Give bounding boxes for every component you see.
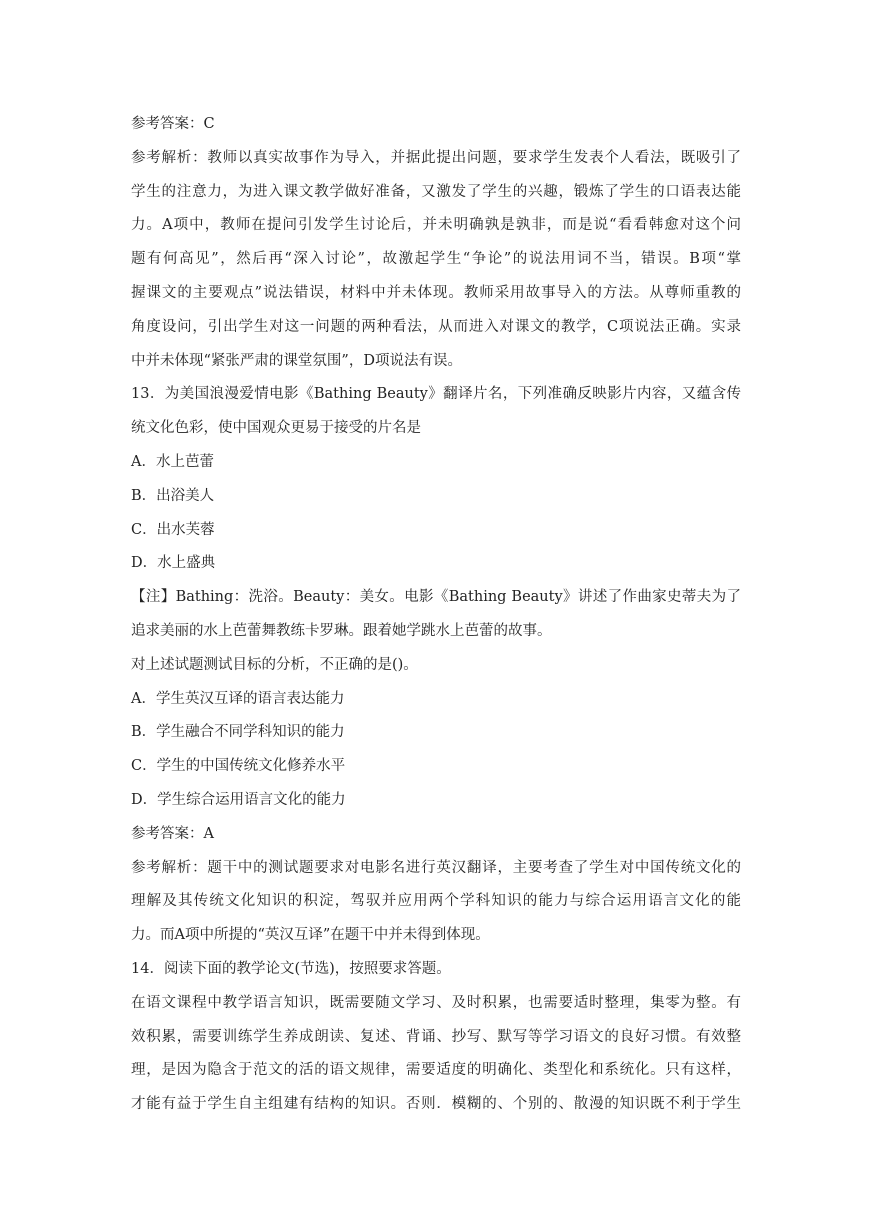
text-line: 力。而A项中所提的“英汉互译”在题干中并未得到体现。 bbox=[131, 927, 490, 944]
text-line: D．学生综合运用语言文化的能力 bbox=[131, 791, 346, 808]
text-line: 14．阅读下面的教学论文(节选)，按照要求答题。 bbox=[131, 960, 451, 977]
text-line: 题有何高见”，然后再“深入讨论”，故激起学生“争论”的说法用词不当，错误。B项“掌 bbox=[131, 251, 741, 268]
text-line: 追求美丽的水上芭蕾舞教练卡罗琳。跟着她学跳水上芭蕾的故事。 bbox=[131, 622, 552, 639]
text-line: 理，是因为隐含于范文的活的语文规律，需要适度的明确化、类型化和系统化。只有这样， bbox=[131, 1062, 741, 1079]
text-line: C．出水芙蓉 bbox=[131, 521, 215, 538]
text-line: 学生的注意力，为进入课文教学做好准备，又激发了学生的兴趣，锻炼了学生的口语表达能 bbox=[131, 183, 741, 200]
text-line: B．学生融合不同学科知识的能力 bbox=[131, 724, 345, 741]
text-line: 统文化色彩，使中国观众更易于接受的片名是 bbox=[131, 420, 421, 437]
text-line: 13．为美国浪漫爱情电影《Bathing Beauty》翻译片名，下列准确反映影片内容，又蕴含传 bbox=[131, 386, 741, 403]
text-line: A．水上芭蕾 bbox=[131, 453, 214, 470]
text-line: C．学生的中国传统文化修养水平 bbox=[131, 758, 346, 775]
text-line: 握课文的主要观点”说法错误，材料中并未体现。教师采用故事导入的方法。从尊师重教的 bbox=[131, 284, 741, 301]
text-line: 角度设问，引出学生对这一问题的两种看法，从而进入对课文的教学，C项说法正确。实录 bbox=[131, 318, 741, 335]
text-line: 理解及其传统文化知识的积淀，驾驭并应用两个学科知识的能力与综合运用语言文化的能 bbox=[131, 893, 741, 910]
text-line: 才能有益于学生自主组建有结构的知识。否则．模糊的、个别的、散漫的知识既不利于学生 bbox=[131, 1096, 741, 1113]
text-line: B．出浴美人 bbox=[131, 487, 215, 504]
text-line: 对上述试题测试目标的分析，不正确的是()。 bbox=[131, 656, 418, 673]
text-line: D．水上盛典 bbox=[131, 555, 216, 572]
text-line: 参考答案：C bbox=[131, 116, 215, 132]
text-line: 参考解析：教师以真实故事作为导入，并据此提出问题，要求学生发表个人看法，既吸引了 bbox=[131, 149, 741, 166]
text-line: 力。A项中，教师在提问引发学生讨论后，并未明确孰是孰非，而是说“看看韩愈对这个问 bbox=[131, 217, 741, 234]
text-line: 在语文课程中教学语言知识，既需要随文学习、及时积累，也需要适时整理，集零为整。有 bbox=[131, 994, 741, 1011]
text-line: 效积累，需要训练学生养成朗读、复述、背诵、抄写、默写等学习语文的良好习惯。有效整 bbox=[131, 1028, 741, 1045]
text-line: 【注】Bathing：洗浴。Beauty：美女。电影《Bathing Beauty》讲述了作曲家史蒂夫为了 bbox=[131, 589, 741, 606]
text-line: 参考解析：题干中的测试题要求对电影名进行英汉翻译，主要考查了学生对中国传统文化的 bbox=[131, 859, 741, 876]
text-line: 参考答案：A bbox=[131, 825, 214, 842]
document-page bbox=[131, 108, 741, 1122]
text-line: A．学生英汉互译的语言表达能力 bbox=[131, 690, 345, 707]
text-line: 中并未体现“紧张严肃的课堂氛围”，D项说法有误。 bbox=[131, 352, 462, 369]
